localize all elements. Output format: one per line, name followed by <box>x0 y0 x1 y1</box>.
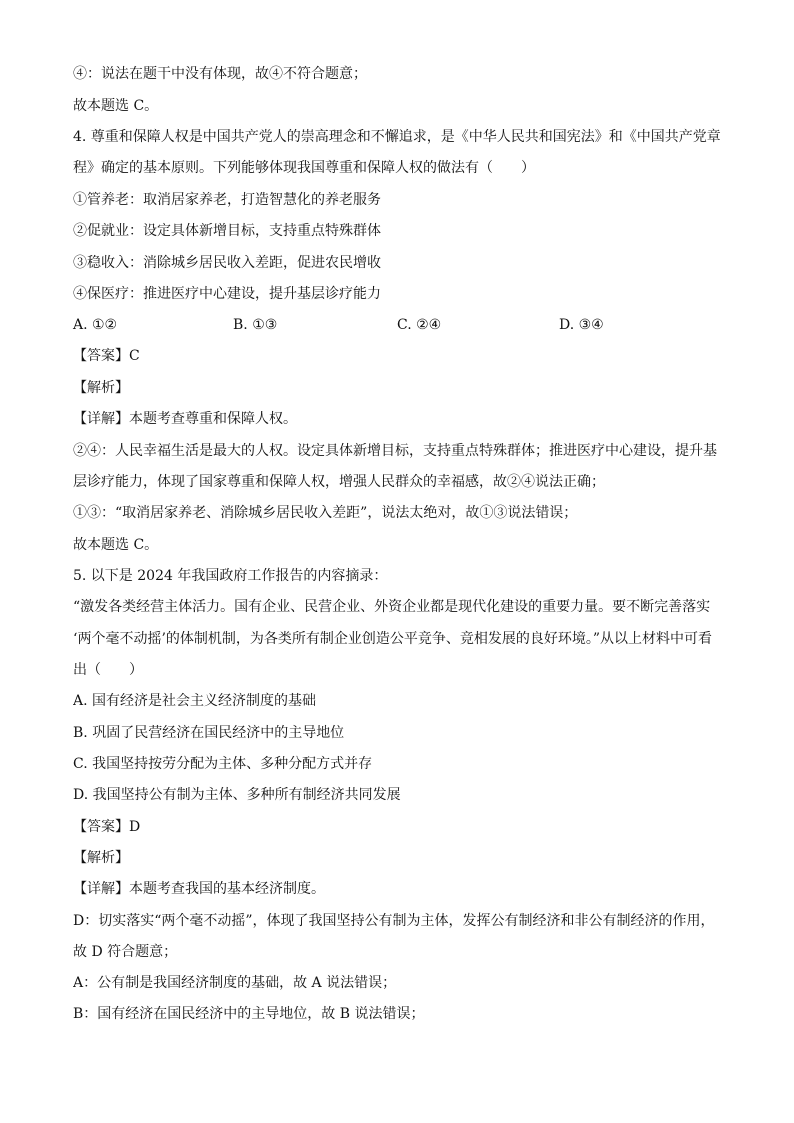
q4-analysis-line-3: ①③：“取消居家养老、消除城乡居民收入差距”，说法太绝对，故①③说法错误； <box>73 505 578 521</box>
q5-answer: 【答案】D <box>73 819 141 835</box>
q5-quote-line-2: ‘两个毫不动摇’的体制机制，为各类所有制企业创造公平竞争、竞相发展的良好环境。”从以上材料中可看 <box>73 631 713 647</box>
q5-stem-line-2: 出（ ） <box>73 662 143 678</box>
q5-analysis-heading: 【解析】 <box>73 850 129 866</box>
q4-option-b: B. ①③ <box>233 317 278 333</box>
q5-analysis-line-2: 故 D 符合题意； <box>73 944 178 960</box>
q5-option-b: B. 巩固了民营经济在国民经济中的主导地位 <box>73 725 345 741</box>
q4-options <box>73 315 733 335</box>
q5-option-a: A. 国有经济是社会主义经济制度的基础 <box>73 693 317 709</box>
q5-stem-line-1: 5. 以下是 2024 年我国政府工作报告的内容摘录： <box>73 568 388 584</box>
q4-analysis-line-1: ②④：人民幸福生活是最大的人权。设定具体新增目标，支持重点特殊群体；推进医疗中心建设，提升基 <box>73 443 717 459</box>
q4-answer: 【答案】C <box>73 348 140 364</box>
q5-analysis-line-3: A：公有制是我国经济制度的基础，故 A 说法错误； <box>73 975 397 991</box>
q3-analysis-point-4: ④：说法在题干中没有体现，故④不符合题意； <box>73 66 367 82</box>
q4-conclusion: 故本题选 C。 <box>73 537 159 553</box>
q5-option-d: D. 我国坚持公有制为主体、多种所有制经济共同发展 <box>73 787 401 803</box>
q4-statement-1: ①管养老：取消居家养老，打造智慧化的养老服务 <box>73 192 381 208</box>
q3-conclusion: 故本题选 C。 <box>73 98 159 114</box>
q4-statement-3: ③稳收入：消除城乡居民收入差距，促进农民增收 <box>73 255 381 271</box>
q4-statement-2: ②促就业：设定具体新增目标，支持重点特殊群体 <box>73 223 381 239</box>
q4-stem-line-1: 4. 尊重和保障人权是中国共产党人的崇高理念和不懈追求，是《中华人民共和国宪法》和《中国共产党章 <box>73 129 721 145</box>
q4-detail: 【详解】本题考查尊重和保障人权。 <box>73 411 297 427</box>
q4-statement-4: ④保医疗：推进医疗中心建设，提升基层诊疗能力 <box>73 286 381 302</box>
q5-option-c: C. 我国坚持按劳分配为主体、多种分配方式并存 <box>73 756 373 772</box>
q5-analysis-line-1: D：切实落实“两个毫不动摇”，体现了我国坚持公有制为主体，发挥公有制经济和非公有制经济的作用， <box>73 913 715 929</box>
q5-analysis-line-4: B：国有经济在国民经济中的主导地位，故 B 说法错误； <box>73 1006 425 1022</box>
q4-option-a: A. ①② <box>73 317 118 333</box>
q4-stem-line-2: 程》确定的基本原则。下列能够体现我国尊重和保障人权的做法有（ ） <box>73 160 535 176</box>
q5-quote-line-1: “激发各类经营主体活力。国有企业、民营企业、外资企业都是现代化建设的重要力量。要不断完善落实 <box>73 599 711 615</box>
q4-option-d: D. ③④ <box>559 317 604 333</box>
q4-analysis-line-2: 层诊疗能力，体现了国家尊重和保障人权，增强人民群众的幸福感，故②④说法正确； <box>73 474 605 490</box>
q5-detail: 【详解】本题考查我国的基本经济制度。 <box>73 881 325 897</box>
q4-option-c: C. ②④ <box>397 317 442 333</box>
q4-analysis-heading: 【解析】 <box>73 380 129 396</box>
